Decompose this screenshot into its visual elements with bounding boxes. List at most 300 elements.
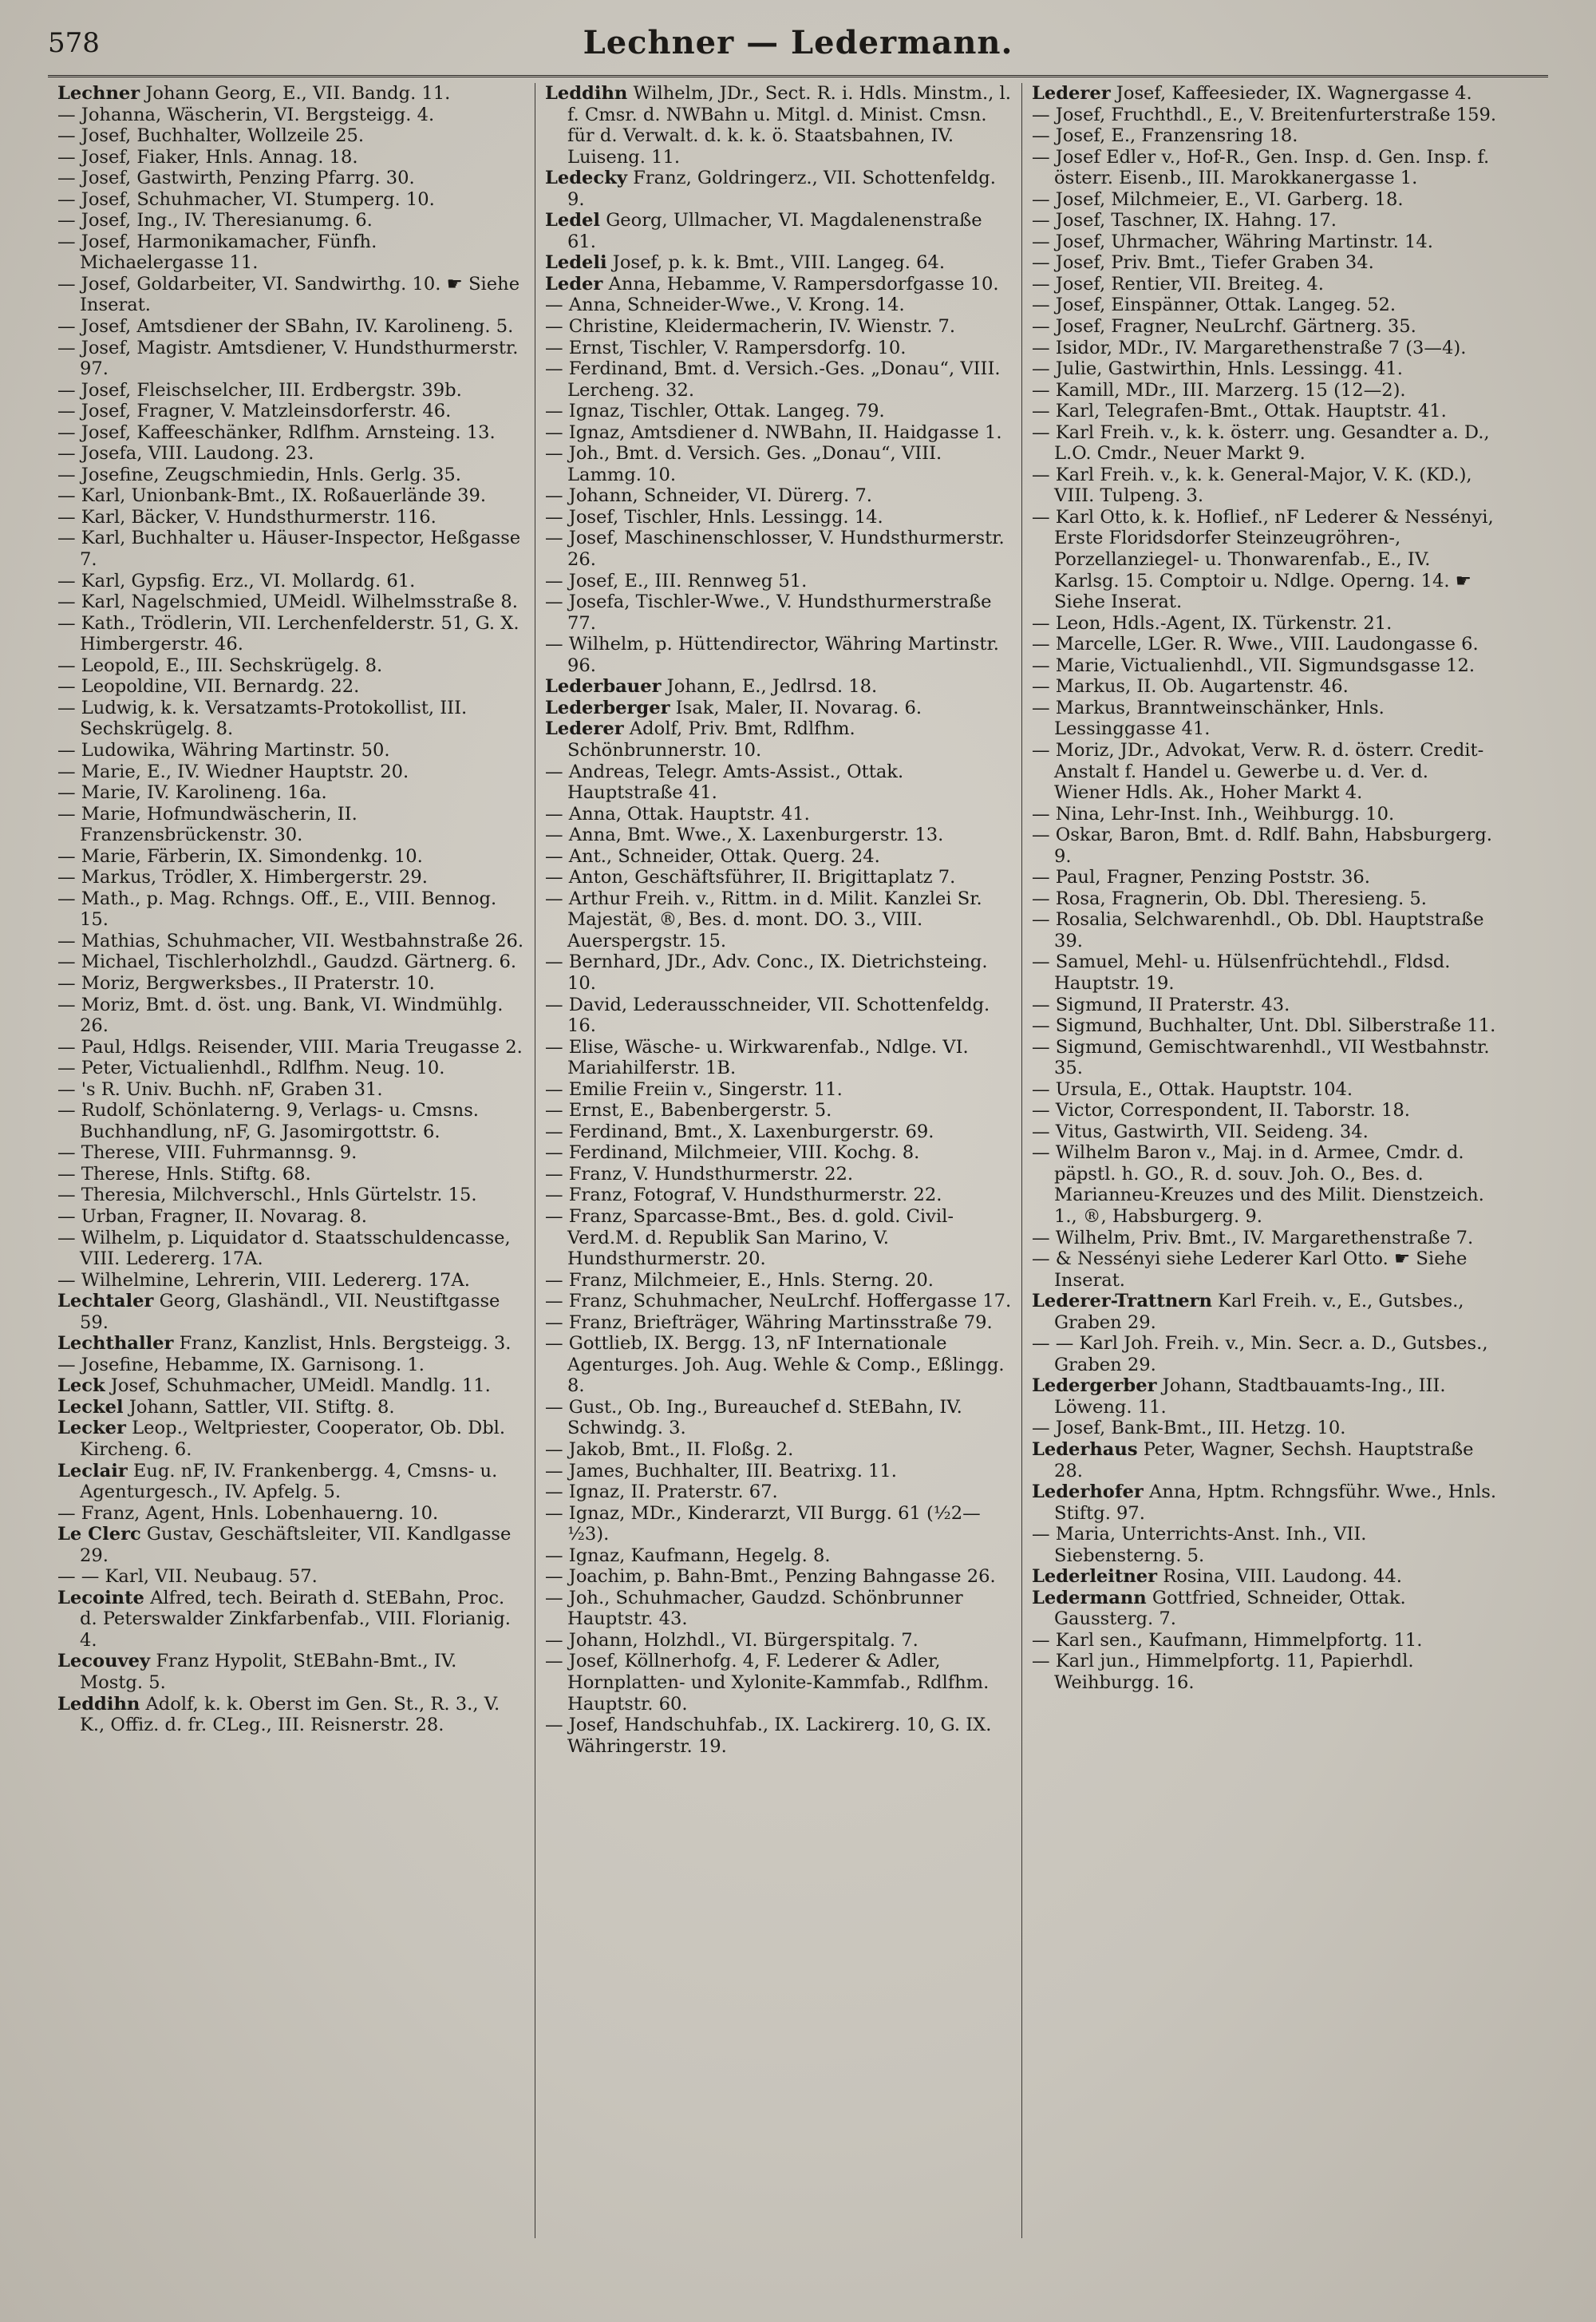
entry-text: Georg, Ullmacher, VI. Magdalenenstraße 61.	[567, 210, 982, 252]
directory-entry	[1032, 1079, 1499, 1101]
entry-text: Franz, Kanzlist, Hnls. Bergsteigg. 3.	[173, 1333, 512, 1355]
directory-entry	[1032, 1037, 1499, 1079]
entry-text: — Rosa, Fragnerin, Ob. Dbl. Theresieng. 5.	[1032, 888, 1427, 909]
entry-text: — Elise, Wäsche- u. Wirkwarenfab., Ndlge. VI. Mariahilferstr. 1B.	[545, 1036, 969, 1079]
entry-text: — & Nessényi siehe Lederer Karl Otto. ☛ Siehe Inserat.	[1032, 1248, 1468, 1291]
entry-text: — Karl, Unionbank-Bmt., IX. Roßauerlände 39.	[57, 485, 487, 507]
directory-entry	[545, 1461, 1012, 1482]
entry-text: — Samuel, Mehl- u. Hülsenfrüchtehdl., Fldsd. Hauptstr. 19.	[1032, 951, 1451, 994]
directory-entry	[545, 1185, 1012, 1206]
entry-text: — Markus, II. Ob. Augartenstr. 46.	[1032, 676, 1349, 698]
directory-entry	[57, 867, 525, 888]
directory-entry	[57, 613, 525, 655]
directory-entry	[57, 740, 525, 761]
entry-text: — Josef, Einspänner, Ottak. Langeg. 52.	[1032, 295, 1396, 316]
directory-entry	[545, 1312, 1012, 1334]
directory-entry	[1032, 867, 1499, 888]
directory-entry	[57, 1355, 525, 1376]
entry-text: — Josef, Rentier, VII. Breiteg. 4.	[1032, 273, 1324, 295]
entry-surname: Lecker	[57, 1418, 126, 1439]
entry-text: — Kamill, MDr., III. Marzerg. 15 (12—2).	[1032, 379, 1406, 401]
directory-entry	[57, 1079, 525, 1101]
entry-text: — Karl Freih. v., k. k. General-Major, V. K. (KD.), VIII. Tulpeng. 3.	[1032, 464, 1472, 507]
directory-entry	[545, 1164, 1012, 1185]
directory-entry	[57, 465, 525, 486]
entry-text: Josef, p. k. k. Bmt., VIII. Langeg. 64.	[606, 252, 945, 274]
entry-surname: Leder	[545, 273, 603, 295]
directory-entry	[1032, 274, 1499, 295]
directory-entry	[545, 1270, 1012, 1292]
entry-text: — Josefa, VIII. Laudong. 23.	[57, 443, 314, 465]
directory-entry	[1032, 1630, 1499, 1652]
directory-entry	[545, 995, 1012, 1037]
directory-entry	[1032, 1228, 1499, 1249]
directory-entry	[57, 973, 525, 995]
directory-entry	[1032, 189, 1499, 211]
directory-entry	[57, 1270, 525, 1292]
entry-text: — Johanna, Wäscherin, VI. Bergsteigg. 4.	[57, 104, 435, 125]
directory-entry	[545, 1121, 1012, 1143]
directory-entry	[57, 1566, 525, 1588]
directory-entry	[57, 951, 525, 973]
entry-text: — Josef, Milchmeier, E., VI. Garberg. 18.	[1032, 188, 1404, 210]
directory-entry	[545, 485, 1012, 507]
entry-text: — Franz, Milchmeier, E., Hnls. Sterng. 20.	[545, 1269, 934, 1291]
directory-entry	[1032, 295, 1499, 316]
entry-text: — Nina, Lehr-Inst. Inh., Weihburgg. 10.	[1032, 803, 1395, 825]
entry-text: — Josefa, Tischler-Wwe., V. Hundsthurmerstraße 77.	[545, 591, 992, 634]
directory-entry	[1032, 825, 1499, 867]
directory-entry	[57, 1375, 525, 1397]
directory-entry	[1032, 231, 1499, 253]
directory-entry	[545, 1545, 1012, 1567]
entry-text: — Ursula, E., Ottak. Hauptstr. 104.	[1032, 1078, 1353, 1100]
directory-entry	[1032, 1142, 1499, 1227]
entry-text: — Peter, Victualienhdl., Rdlfhm. Neug. 10.	[57, 1058, 445, 1079]
entry-text: — Josefine, Hebamme, IX. Garnisong. 1.	[57, 1354, 425, 1375]
directory-entry	[1032, 252, 1499, 274]
directory-entry	[1032, 422, 1499, 465]
entry-surname: Ledel	[545, 210, 601, 231]
entry-surname: Lechthaller	[57, 1333, 174, 1355]
entry-text: Adolf, k. k. Oberst im Gen. St., R. 3., V. K., Offiz. d. fr. CLeg., III. Reisnerstr. 28.	[80, 1693, 500, 1736]
directory-entry	[1032, 125, 1499, 147]
directory-entry	[1032, 740, 1499, 804]
entry-text: Anna, Hptm. Rchngsführ. Wwe., Hnls. Stiftg. 97.	[1054, 1481, 1497, 1524]
entry-text: — Franz, Agent, Hnls. Lobenhauerng. 10.	[57, 1502, 439, 1524]
entry-text: — Michael, Tischlerholzhdl., Gaudzd. Gärtnerg. 6.	[57, 951, 517, 973]
directory-entry	[545, 867, 1012, 888]
directory-entry	[1032, 634, 1499, 655]
entry-text: — Wilhelm, p. Liquidator d. Staatsschuldencasse, VIII. Ledererg. 17A.	[57, 1227, 511, 1270]
entry-text: — Sigmund, Buchhalter, Unt. Dbl. Silberstraße 11.	[1032, 1015, 1496, 1037]
directory-entry	[1032, 210, 1499, 231]
entry-text: — Vitus, Gastwirth, VII. Seideng. 34.	[1032, 1121, 1369, 1142]
page-header	[48, 19, 1548, 77]
directory-entry	[57, 274, 525, 316]
entry-text: — Moriz, JDr., Advokat, Verw. R. d. österr. Credit-Anstalt f. Handel u. Gewerbe u. d. Ver. d. Wiener Hdls. Ak., Hoher Markt 4.	[1032, 739, 1484, 804]
entry-text: — Josef, Gastwirth, Penzing Pfarrg. 30.	[57, 168, 415, 189]
entry-text: — Josef, Tischler, Hnls. Lessingg. 14.	[545, 506, 883, 528]
entry-text: — Jakob, Bmt., II. Floßg. 2.	[545, 1439, 794, 1460]
entry-text: — Karl Otto, k. k. Hoflief., nF Lederer & Nessényi, Erste Floridsdorfer Steinzeugröhren-, Porzellanziegel- u. Thonwarenfab., E., IV. Karlsg. 15. Comptoir u. Ndlge. Operng. 14. ☛ Siehe Inserat.	[1032, 506, 1494, 613]
entry-text: — Franz, Schuhmacher, NeuLrchf. Hoffergasse 17.	[545, 1291, 1012, 1312]
running-head: Lechner — Ledermann.	[583, 24, 1013, 61]
entry-text: — Ignaz, Kaufmann, Hegelg. 8.	[545, 1545, 831, 1566]
entry-text: — Leopoldine, VII. Bernardg. 22.	[57, 676, 360, 698]
entry-text: — Anna, Bmt. Wwe., X. Laxenburgerstr. 13.	[545, 825, 944, 846]
directory-entry	[545, 1715, 1012, 1757]
directory-entry	[545, 401, 1012, 422]
directory-entry	[57, 168, 525, 189]
directory-entry	[57, 1461, 525, 1503]
entry-text: — Oskar, Baron, Bmt. d. Rdlf. Bahn, Habsburgerg. 9.	[1032, 825, 1492, 867]
directory-entry	[1032, 909, 1499, 951]
entry-text: — Bernhard, JDr., Adv. Conc., IX. Dietrichsteing. 10.	[545, 951, 988, 994]
entry-text: — Johann, Schneider, VI. Dürerg. 7.	[545, 485, 872, 507]
directory-entry	[1032, 1333, 1499, 1375]
entry-text: — Josef, Handschuhfab., IX. Lackirerg. 10, G. IX. Währingerstr. 19.	[545, 1715, 992, 1757]
entry-text: — Marcelle, LGer. R. Wwe., VIII. Laudongasse 6.	[1032, 634, 1479, 655]
entry-text: — Rosalia, Selchwarenhdl., Ob. Dbl. Hauptstraße 39.	[1032, 909, 1484, 951]
entry-surname: Lederer-Trattnern	[1032, 1291, 1212, 1312]
directory-entry	[57, 105, 525, 126]
entry-text: — Ignaz, II. Praterstr. 67.	[545, 1481, 778, 1503]
directory-entry	[545, 507, 1012, 528]
entry-text: — Sigmund, Gemischtwarenhdl., VII Westbahnstr. 35.	[1032, 1036, 1490, 1079]
directory-entry	[57, 655, 525, 677]
entry-text: — Ludwig, k. k. Versatzamts-Protokollist, III. Sechskrügelg. 8.	[57, 697, 468, 740]
entry-text: Rosina, VIII. Laudong. 44.	[1157, 1566, 1402, 1588]
directory-entry	[57, 147, 525, 168]
directory-entry	[545, 951, 1012, 994]
directory-entry	[57, 591, 525, 613]
directory-entry	[57, 1185, 525, 1206]
entry-text: Johann, Stadtbauamts-Ing., III. Löweng. 11.	[1054, 1375, 1446, 1418]
entry-text: — Ferdinand, Bmt., X. Laxenburgerstr. 69.	[545, 1121, 934, 1142]
directory-entry	[545, 761, 1012, 804]
entry-text: — 's R. Univ. Buchh. nF, Graben 31.	[57, 1078, 383, 1100]
directory-entry	[57, 698, 525, 740]
entry-surname: Le Clerc	[57, 1524, 141, 1545]
entry-text: — Moriz, Bergwerksbes., II Praterstr. 10.	[57, 972, 435, 994]
entry-text: — Josef, Köllnerhofg. 4, F. Lederer & Adler, Hornplatten- und Xylonite-Kammfab., Rdlfhm. Hauptstr. 60.	[545, 1651, 990, 1715]
entry-text: Isak, Maler, II. Novarag. 6.	[670, 697, 922, 718]
entry-surname: Ledecky	[545, 168, 627, 189]
directory-entry	[57, 380, 525, 402]
directory-entry	[57, 1291, 525, 1333]
entry-surname: Lecointe	[57, 1587, 144, 1608]
directory-entry	[545, 591, 1012, 634]
entry-text: — Josef, Uhrmacher, Währing Martinstr. 14.	[1032, 231, 1433, 252]
entry-text: — Mathias, Schuhmacher, VII. Westbahnstraße 26.	[57, 930, 524, 951]
directory-entry	[57, 485, 525, 507]
entry-surname: Leclair	[57, 1460, 128, 1481]
directory-entry	[57, 761, 525, 783]
directory-entry	[1032, 1566, 1499, 1588]
entry-surname: Lechtaler	[57, 1291, 154, 1312]
entry-text: — Josef Edler v., Hof-R., Gen. Insp. d. Gen. Insp. f. österr. Eisenb., III. Marokkanergasse 1.	[1032, 146, 1490, 189]
entry-text: — Sigmund, II Praterstr. 43.	[1032, 994, 1290, 1015]
entry-text: — Josef, Fragner, NeuLrchf. Gärtnerg. 35.	[1032, 316, 1416, 338]
entry-text: — Karl, Buchhalter u. Häuser-Inspector, Heßgasse 7.	[57, 528, 521, 571]
entry-text: — Emilie Freiin v., Singerstr. 11.	[545, 1078, 843, 1100]
entry-text: Peter, Wagner, Sechsh. Hauptstraße 28.	[1054, 1439, 1474, 1481]
directory-entry	[57, 507, 525, 528]
entry-text: — Josef, Ing., IV. Theresianumg. 6.	[57, 210, 373, 231]
directory-entry	[545, 1333, 1012, 1397]
column-left	[48, 83, 535, 2238]
entry-surname: Lecouvey	[57, 1651, 151, 1672]
entry-text: — Maria, Unterrichts-Anst. Inh., VII. Siebensterng. 5.	[1032, 1524, 1367, 1566]
directory-entry	[545, 718, 1012, 761]
directory-entry	[545, 1566, 1012, 1588]
directory-entry	[57, 1397, 525, 1418]
directory-entry	[57, 83, 525, 105]
directory-entry	[57, 1206, 525, 1228]
directory-entry	[1032, 380, 1499, 402]
entry-text: — Josef, Maschinenschlosser, V. Hundsthurmerstr. 26.	[545, 528, 1005, 571]
entry-text: — — Karl Joh. Freih. v., Min. Secr. a. D., Gutsbes., Graben 29.	[1032, 1333, 1488, 1375]
entry-text: — Ignaz, Tischler, Ottak. Langeg. 79.	[545, 401, 885, 422]
entry-text: — Urban, Fragner, II. Novarag. 8.	[57, 1205, 367, 1227]
directory-entry	[545, 252, 1012, 274]
entry-text: — Ignaz, MDr., Kinderarzt, VII Burgg. 61 (½2—½3).	[545, 1502, 981, 1545]
entry-surname: Lechner	[57, 83, 140, 104]
directory-entry	[57, 571, 525, 592]
directory-entry	[1032, 105, 1499, 126]
entry-text: — Karl, Nagelschmied, UMeidl. Wilhelmsstraße 8.	[57, 591, 518, 613]
entry-text: — Therese, Hnls. Stiftg. 68.	[57, 1163, 311, 1185]
entry-text: — Josef, Kaffeeschänker, Rdlfhm. Arnsteing. 13.	[57, 421, 496, 443]
entry-text: — Christine, Kleidermacherin, IV. Wienstr. 7.	[545, 316, 956, 338]
directory-entry	[57, 1588, 525, 1652]
entry-text: — Josef, Fragner, V. Matzleinsdorferstr. 46.	[57, 401, 452, 422]
entry-text: — Math., p. Mag. Rchngs. Off., E., VIII. Bennog. 15.	[57, 888, 497, 931]
directory-entry	[545, 676, 1012, 698]
entry-surname: Leck	[57, 1375, 105, 1397]
directory-columns	[48, 83, 1548, 2238]
directory-entry	[545, 888, 1012, 952]
directory-entry	[1032, 676, 1499, 698]
entry-text: — Karl, Telegrafen-Bmt., Ottak. Hauptstr. 41.	[1032, 401, 1447, 422]
directory-entry	[545, 1079, 1012, 1101]
column-middle	[535, 83, 1021, 2238]
entry-surname: Lederhaus	[1032, 1439, 1138, 1460]
entry-text: — James, Buchhalter, III. Beatrixg. 11.	[545, 1460, 897, 1481]
entry-text: — Josef, Magistr. Amtsdiener, V. Hundsthurmerstr. 97.	[57, 337, 519, 380]
entry-surname: Lederer	[1032, 83, 1111, 104]
directory-entry	[545, 83, 1012, 168]
entry-surname: Lederberger	[545, 697, 670, 718]
entry-text: — Ludowika, Währing Martinstr. 50.	[57, 739, 390, 761]
entry-text: — Leon, Hdls.-Agent, IX. Türkenstr. 21.	[1032, 612, 1393, 634]
entry-text: — Gottlieb, IX. Bergg. 13, nF Internationale Agenturges. Joh. Aug. Wehle & Comp., Eßlingg. 8.	[545, 1333, 1005, 1397]
entry-text: — Josef, E., Franzensring 18.	[1032, 125, 1298, 147]
directory-entry	[57, 1058, 525, 1079]
directory-entry	[1032, 465, 1499, 507]
entry-text: — Karl jun., Himmelpfortg. 11, Papierhdl. Weihburgg. 16.	[1032, 1651, 1414, 1694]
entry-text: — David, Lederausschneider, VII. Schottenfeldg. 16.	[545, 994, 990, 1037]
directory-entry	[545, 1206, 1012, 1270]
entry-text: — Ferdinand, Milchmeier, VIII. Kochg. 8.	[545, 1142, 920, 1164]
entry-text: Karl Freih. v., E., Gutsbes., Graben 29.	[1054, 1291, 1464, 1333]
directory-entry	[1032, 1375, 1499, 1418]
directory-entry	[545, 571, 1012, 592]
directory-entry	[57, 401, 525, 422]
directory-entry	[545, 846, 1012, 868]
directory-entry	[545, 698, 1012, 719]
entry-text: — Karl Freih. v., k. k. österr. ung. Gesandter a. D., L.O. Cmdr., Neuer Markt 9.	[1032, 421, 1490, 465]
directory-entry	[57, 931, 525, 952]
directory-entry	[57, 1524, 525, 1566]
entry-text: — Karl, Bäcker, V. Hundsthurmerstr. 116.	[57, 506, 437, 528]
directory-entry	[1032, 1121, 1499, 1143]
directory-entry	[57, 1037, 525, 1058]
entry-text: — Ernst, Tischler, V. Rampersdorfg. 10.	[545, 337, 907, 358]
entry-surname: Leddihn	[545, 83, 628, 104]
directory-entry	[57, 189, 525, 211]
directory-entry	[1032, 1100, 1499, 1121]
entry-text: Franz, Goldringerz., VII. Schottenfeldg. 9.	[567, 168, 996, 210]
entry-text: — Josef, Fiaker, Hnls. Annag. 18.	[57, 146, 358, 168]
directory-entry	[545, 634, 1012, 676]
directory-entry	[545, 1397, 1012, 1439]
directory-entry	[545, 1142, 1012, 1164]
entry-text: — Josef, Priv. Bmt., Tiefer Graben 34.	[1032, 252, 1374, 274]
directory-entry	[545, 825, 1012, 846]
entry-text: — Ernst, E., Babenbergerstr. 5.	[545, 1100, 832, 1121]
directory-entry	[545, 1651, 1012, 1715]
entry-text: Gottfried, Schneider, Ottak. Gaussterg. 7.	[1054, 1587, 1406, 1630]
entry-text: — Josef, E., III. Rennweg 51.	[545, 570, 808, 591]
entry-text: Josef, Kaffeesieder, IX. Wagnergasse 4.	[1110, 83, 1472, 104]
directory-entry	[545, 1439, 1012, 1461]
directory-entry	[545, 1588, 1012, 1630]
directory-entry	[545, 1291, 1012, 1312]
entry-text: Gustav, Geschäftsleiter, VII. Kandlgasse 29.	[80, 1524, 512, 1566]
directory-entry	[1032, 1291, 1499, 1333]
entry-text: — Leopold, E., III. Sechskrügelg. 8.	[57, 655, 383, 676]
directory-entry	[545, 1503, 1012, 1545]
entry-text: — Franz, Fotograf, V. Hundsthurmerstr. 22.	[545, 1185, 942, 1206]
entry-text: — Wilhelmine, Lehrerin, VIII. Ledererg. 17A.	[57, 1269, 470, 1291]
directory-entry	[57, 338, 525, 380]
directory-entry	[545, 1100, 1012, 1121]
entry-surname: Lederleitner	[1032, 1566, 1158, 1588]
directory-entry	[1032, 1651, 1499, 1693]
entry-text: — Arthur Freih. v., Rittm. in d. Milit. Kanzlei Sr. Majestät, ®, Bes. d. mont. DO. 3., VIII. Auerspergstr. 15.	[545, 888, 982, 951]
directory-entry	[1032, 698, 1499, 740]
entry-surname: Lederbauer	[545, 676, 662, 698]
directory-entry	[545, 316, 1012, 338]
directory-entry	[57, 804, 525, 846]
directory-entry	[1032, 507, 1499, 613]
column-right	[1021, 83, 1508, 2238]
directory-entry	[1032, 888, 1499, 910]
directory-entry	[1032, 995, 1499, 1016]
entry-text: — Paul, Fragner, Penzing Poststr. 36.	[1032, 867, 1370, 888]
directory-entry	[545, 422, 1012, 444]
directory-entry	[57, 1164, 525, 1185]
entry-text: Alfred, tech. Beirath d. StEBahn, Proc. d. Peterswalder Zinkfarbenfab., VIII. Florianig. 4.	[80, 1587, 511, 1651]
entry-text: — Josef, Taschner, IX. Hahng. 17.	[1032, 210, 1337, 231]
entry-surname: Leddihn	[57, 1693, 140, 1715]
entry-text: Eug. nF, IV. Frankenbergg. 4, Cmsns- u. Agenturgesch., IV. Apfelg. 5.	[80, 1460, 498, 1503]
entry-text: — Josef, Schuhmacher, VI. Stumperg. 10.	[57, 188, 435, 210]
directory-entry	[545, 358, 1012, 401]
entry-text: — Gust., Ob. Ing., Bureauchef d. StEBahn, IV. Schwindg. 3.	[545, 1396, 962, 1439]
entry-text: — Franz, Sparcasse-Bmt., Bes. d. gold. Civil-Verd.M. d. Republik San Marino, V. Hundsthurmerstr. 20.	[545, 1205, 954, 1270]
directory-entry	[57, 125, 525, 147]
page-number: 578	[48, 27, 100, 59]
directory-entry	[57, 995, 525, 1037]
directory-entry	[1032, 1418, 1499, 1439]
directory-entry	[57, 1228, 525, 1270]
entry-text: Wilhelm, JDr., Sect. R. i. Hdls. Minstm., l. f. Cmsr. d. NWBahn u. Mitgl. d. Minist. Cmsn. für d. Verwalt. d. k. k. ö. Staatsbahnen, IV. Luiseng. 11.	[567, 83, 1011, 168]
directory-entry	[57, 210, 525, 231]
entry-text: — Moriz, Bmt. d. öst. ung. Bank, VI. Windmühlg. 26.	[57, 994, 504, 1037]
entry-text: — Joachim, p. Bahn-Bmt., Penzing Bahngasse 26.	[545, 1566, 996, 1588]
entry-text: — Theresia, Milchverschl., Hnls Gürtelstr. 15.	[57, 1185, 477, 1206]
entry-text: — Anna, Ottak. Hauptstr. 41.	[545, 803, 810, 825]
entry-text: — Andreas, Telegr. Amts-Assist., Ottak. Hauptstraße 41.	[545, 761, 904, 804]
directory-entry	[1032, 83, 1499, 105]
directory-entry	[1032, 1588, 1499, 1630]
entry-text: Johann, E., Jedlrsd. 18.	[661, 676, 878, 698]
directory-entry	[57, 1503, 525, 1525]
entry-text: — Josef, Harmonikamacher, Fünfh. Michaelergasse 11.	[57, 231, 377, 274]
entry-text: Adolf, Priv. Bmt, Rdlfhm. Schönbrunnerstr. 10.	[567, 718, 855, 761]
directory-entry	[545, 274, 1012, 295]
entry-text: Franz Hypolit, StEBahn-Bmt., IV. Mostg. 5.	[80, 1651, 457, 1694]
entry-text: — Karl sen., Kaufmann, Himmelpfortg. 11.	[1032, 1629, 1423, 1651]
directory-entry	[1032, 613, 1499, 635]
directory-entry	[1032, 147, 1499, 189]
entry-surname: Leckel	[57, 1396, 124, 1418]
directory-entry	[545, 804, 1012, 825]
entry-text: — Markus, Trödler, X. Himbergerstr. 29.	[57, 867, 428, 888]
directory-entry	[1032, 316, 1499, 338]
entry-text: — Joh., Bmt. d. Versich. Ges. „Donau“, VIII. Lammg. 10.	[545, 443, 942, 485]
entry-text: — Therese, VIII. Fuhrmannsg. 9.	[57, 1142, 358, 1164]
entry-text: — Ferdinand, Bmt. d. Versich.-Ges. „Donau“, VIII. Lercheng. 32.	[545, 358, 1001, 401]
directory-entry	[1032, 1439, 1499, 1481]
directory-entry	[57, 1333, 525, 1355]
directory-entry	[57, 1100, 525, 1142]
entry-text: — Marie, E., IV. Wiedner Hauptstr. 20.	[57, 761, 409, 782]
entry-text: — Wilhelm, p. Hüttendirector, Währing Martinstr. 96.	[545, 634, 999, 676]
entry-text: Leop., Weltpriester, Cooperator, Ob. Dbl. Kircheng. 6.	[80, 1418, 506, 1460]
entry-text: Josef, Schuhmacher, UMeidl. Mandlg. 11.	[105, 1375, 491, 1397]
entry-text: — Isidor, MDr., IV. Margarethenstraße 7 (3—4).	[1032, 337, 1467, 358]
directory-entry	[545, 295, 1012, 316]
entry-text: — Karl, Gypsfig. Erz., VI. Mollardg. 61.	[57, 570, 416, 591]
entry-text: — Josef, Fruchthdl., E., V. Breitenfurterstraße 159.	[1032, 104, 1497, 125]
entry-text: — Anton, Geschäftsführer, II. Brigittaplatz 7.	[545, 867, 956, 888]
directory-entry	[57, 443, 525, 465]
entry-text: — Kath., Trödlerin, VII. Lerchenfelderstr. 51, G. X. Himbergerstr. 46.	[57, 612, 519, 655]
directory-entry	[1032, 1481, 1499, 1524]
entry-surname: Ledeli	[545, 252, 607, 274]
entry-text: — Josef, Fleischselcher, III. Erdbergstr. 39b.	[57, 379, 462, 401]
entry-text: — Anna, Schneider-Wwe., V. Krong. 14.	[545, 295, 905, 316]
directory-entry	[1032, 951, 1499, 994]
entry-surname: Ledergerber	[1032, 1375, 1157, 1397]
entry-text: — Marie, IV. Karolineng. 16a.	[57, 782, 327, 804]
entry-surname: Ledermann	[1032, 1587, 1147, 1608]
entry-text: — Wilhelm, Priv. Bmt., IV. Margarethenstraße 7.	[1032, 1227, 1474, 1248]
